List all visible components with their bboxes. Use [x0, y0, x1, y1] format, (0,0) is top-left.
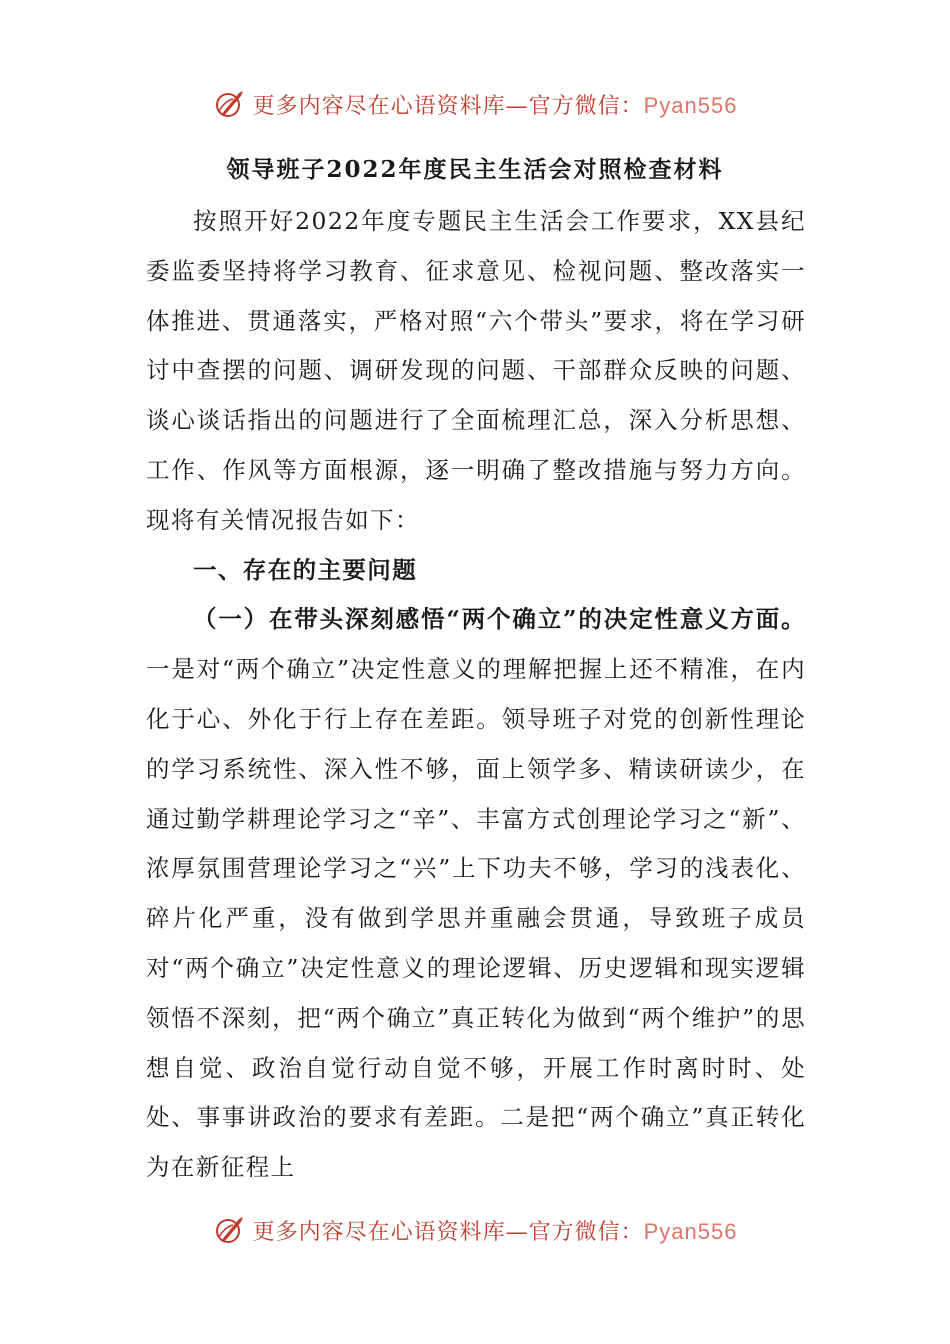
wechat-id: Pyan556: [643, 92, 738, 118]
document-body: [146, 197, 806, 1193]
header-banner: [0, 82, 950, 126]
wechat-id: Pyan556: [643, 1218, 738, 1244]
subsection-body: 一是对“两个确立”决定性意义的理解把握上还不精准，在内化于心、外化于行上存在差距。领导班子对党的创新性理论的学习系统性、深入性不够，面上领学多、精读研读少，在通过勤学耕理论学习之“辛”、丰富方式创理论学习之“新”、浓厚氛围营理论学习之“兴”上下功夫不够，学习的浅表化、碎片化严重，没有做到学思并重融会贯通，导致班子成员对“两个确立”决定性意义的理论逻辑、历史逻辑和现实逻辑领悟不深刻，把“两个确立”真正转化为做到“两个维护”的思想自觉、政治自觉行动自觉不够，开展工作时离时时、处处、事事讲政治的要求有差距。二是把“两个确立”真正转化为在新征程上: [146, 655, 806, 1182]
footer-banner: [0, 1208, 950, 1252]
quill-logo-icon: [213, 1213, 247, 1247]
quill-logo-icon: [213, 87, 247, 121]
subsection-paragraph: [146, 595, 806, 1193]
document-title: 领导班子2022年度民主生活会对照检查材料: [226, 156, 724, 183]
banner-text: 更多内容尽在心语资料库—官方微信：Pyan556: [252, 1218, 738, 1245]
intro-paragraph: 按照开好2022年度专题民主生活会工作要求，XX县纪委监委坚持将学习教育、征求意见、检视问题、整改落实一体推进、贯通落实，严格对照“六个带头”要求，将在学习研讨中查摆的问题、调研发现的问题、干部群众反映的问题、谈心谈话指出的问题进行了全面梳理汇总，深入分析思想、工作、作风等方面根源，逐一明确了整改措施与努力方向。现将有关情况报告如下：: [146, 207, 806, 534]
section-heading: 一、存在的主要问题: [193, 555, 418, 584]
subsection-heading: （一）在带头深刻感悟“两个确立”的决定性意义方面。: [193, 605, 806, 634]
banner-text: 更多内容尽在心语资料库—官方微信：Pyan556: [252, 92, 738, 119]
